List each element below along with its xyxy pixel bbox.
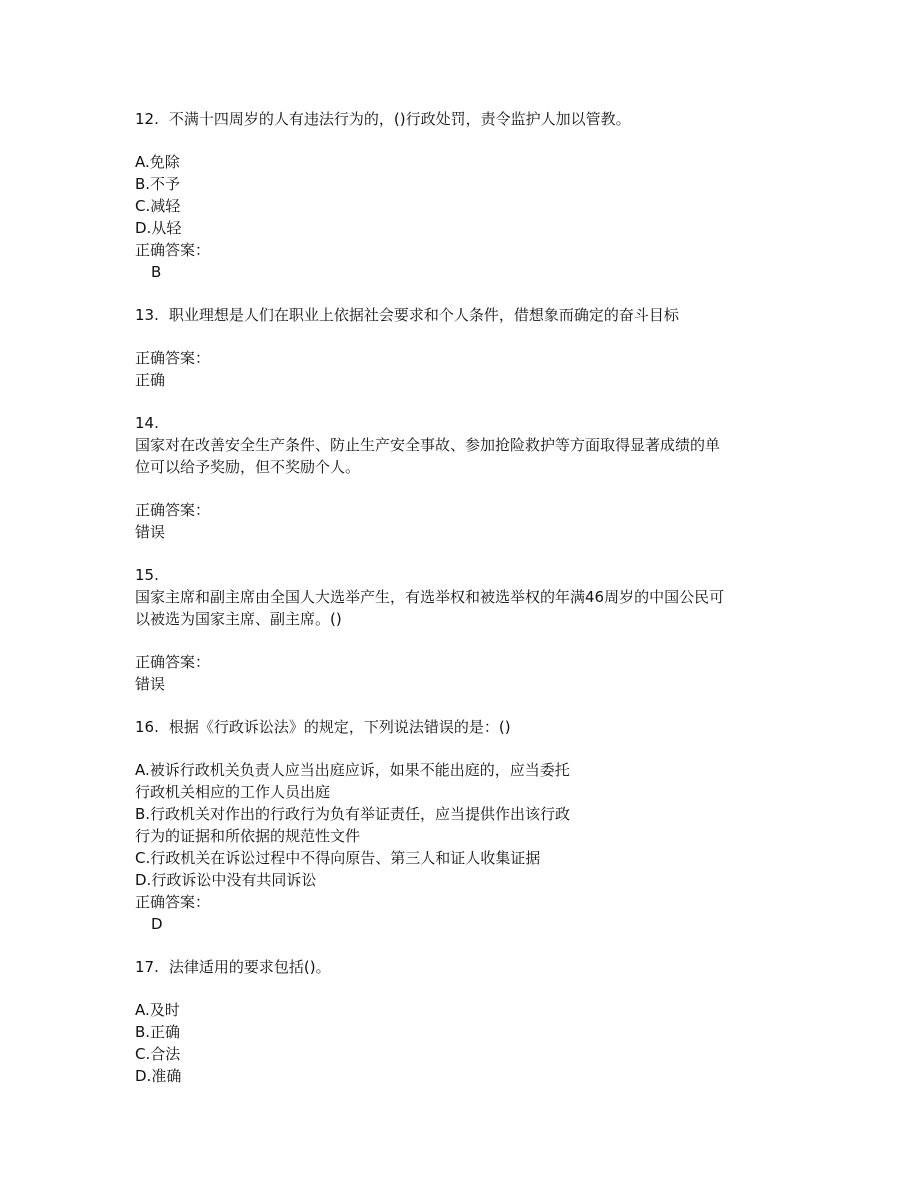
question-16-option-a-line-2: 行政机关相应的工作人员出庭 xyxy=(135,783,331,801)
question-15-text-line-2: 以被选为国家主席、副主席。() xyxy=(135,610,342,628)
question-13-stem xyxy=(135,304,795,326)
question-16-text: 根据《行政诉讼法》的规定，下列说法错误的是：() xyxy=(168,718,511,736)
question-13-text: 职业理想是人们在职业上依据社会要求和个人条件，借想象而确定的奋斗目标 xyxy=(168,306,679,324)
question-17-option-a: A.及时 xyxy=(135,1001,180,1019)
question-16-option-d: D.行政诉讼中没有共同诉讼 xyxy=(135,871,317,889)
question-17-option-d: D.准确 xyxy=(135,1067,182,1085)
question-15-text-line-1: 国家主席和副主席由全国人大选举产生，有选举权和被选举权的年满46周岁的中国公民可 xyxy=(135,588,725,606)
question-12-option-d: D.从轻 xyxy=(135,219,182,237)
question-12-number: 12. xyxy=(135,110,159,128)
question-12-text: 不满十四周岁的人有违法行为的，()行政处罚，责令监护人加以管教。 xyxy=(168,110,631,128)
question-16-answer: D xyxy=(151,915,163,933)
question-15-answer-label: 正确答案： xyxy=(135,653,211,671)
question-13-number: 13. xyxy=(135,306,159,324)
question-17-stem xyxy=(135,956,795,978)
question-16-option-b-line-1: B.行政机关对作出的行政行为负有举证责任，应当提供作出该行政 xyxy=(135,805,571,823)
question-14-answer-label: 正确答案： xyxy=(135,501,211,519)
question-17-text: 法律适用的要求包括()。 xyxy=(168,958,331,976)
question-12-option-c: C.减轻 xyxy=(135,197,181,215)
question-17-option-b: B.正确 xyxy=(135,1023,181,1041)
question-17-option-c: C.合法 xyxy=(135,1045,181,1063)
question-12-option-b: B.不予 xyxy=(135,175,181,193)
question-13-answer-label: 正确答案： xyxy=(135,349,211,367)
question-sheet xyxy=(135,108,795,1087)
question-13-answer: 正确 xyxy=(135,371,166,389)
question-16-option-a-line-1: A.被诉行政机关负责人应当出庭应诉，如果不能出庭的，应当委托 xyxy=(135,761,570,779)
question-14-number: 14. xyxy=(135,414,159,432)
question-16-option-b-line-2: 行为的证据和所依据的规范性文件 xyxy=(135,827,361,845)
question-16-stem xyxy=(135,716,795,738)
question-14-text-line-1: 国家对在改善安全生产条件、防止生产安全事故、参加抢险救护等方面取得显著成绩的单 xyxy=(135,436,721,454)
question-15-answer: 错误 xyxy=(135,675,166,693)
question-12-stem xyxy=(135,108,795,130)
question-17-number: 17. xyxy=(135,958,159,976)
question-16-option-c: C.行政机关在诉讼过程中不得向原告、第三人和证人收集证据 xyxy=(135,849,541,867)
question-16-number: 16. xyxy=(135,718,159,736)
question-12-option-a: A.免除 xyxy=(135,153,180,171)
question-14-text-line-2: 位可以给予奖励，但不奖励个人。 xyxy=(135,458,361,476)
question-12-answer: B xyxy=(151,263,162,281)
question-14-answer: 错误 xyxy=(135,523,166,541)
question-15-number: 15. xyxy=(135,566,159,584)
question-16-answer-label: 正确答案： xyxy=(135,893,211,911)
question-12-answer-label: 正确答案： xyxy=(135,241,211,259)
